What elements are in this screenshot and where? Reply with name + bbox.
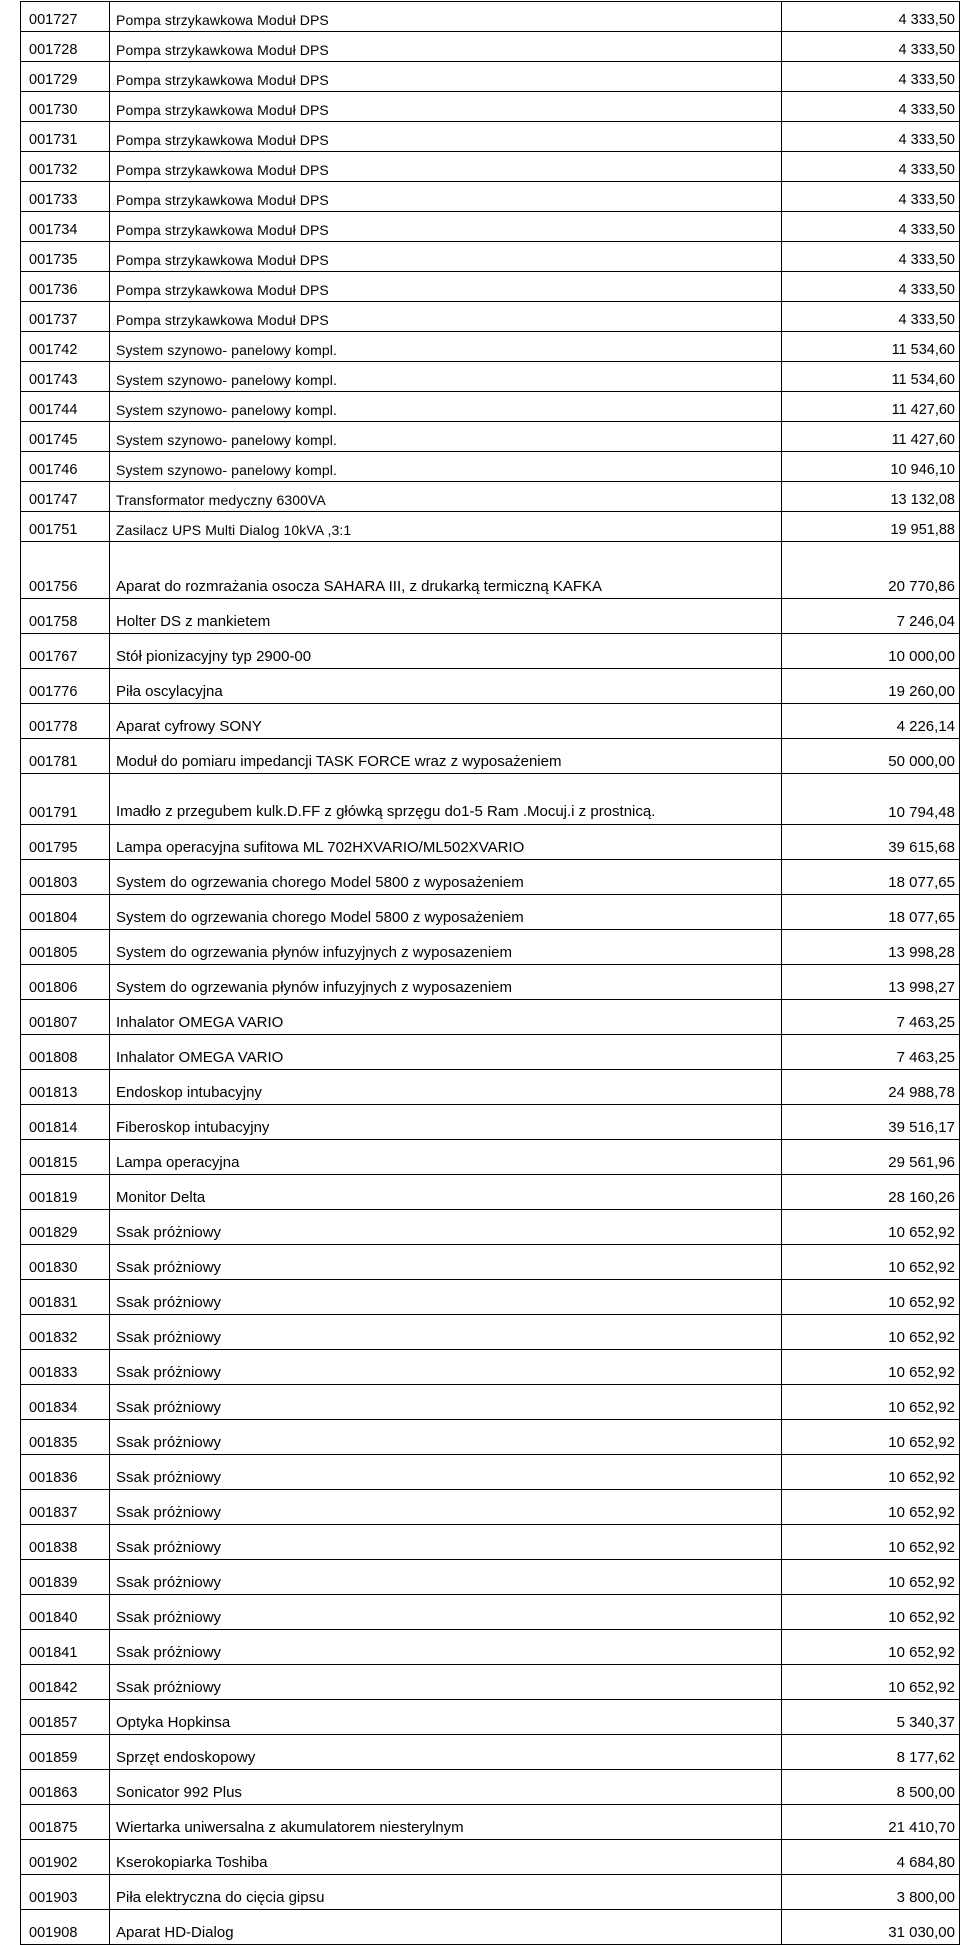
- item-name-cell: Piła oscylacyjna: [110, 669, 782, 704]
- inventory-number-cell: 001742: [21, 332, 110, 362]
- item-name-cell: Monitor Delta: [110, 1175, 782, 1210]
- table-row: [21, 152, 960, 182]
- item-name-cell: Ssak próżniowy: [110, 1560, 782, 1595]
- inventory-number-cell: 001778: [21, 704, 110, 739]
- item-value-cell: 4 333,50: [782, 92, 960, 122]
- table-row: [21, 739, 960, 774]
- table-row: [21, 1595, 960, 1630]
- inventory-number-cell: 001729: [21, 62, 110, 92]
- item-value-cell: 39 615,68: [782, 825, 960, 860]
- item-name-cell: Sonicator 992 Plus: [110, 1770, 782, 1805]
- item-value-cell: 4 333,50: [782, 32, 960, 62]
- item-value-cell: 4 333,50: [782, 302, 960, 332]
- item-value-cell: 4 333,50: [782, 2, 960, 32]
- table-row: [21, 1490, 960, 1525]
- inventory-number-cell: 001728: [21, 32, 110, 62]
- inventory-number-cell: 001767: [21, 634, 110, 669]
- inventory-number-cell: 001819: [21, 1175, 110, 1210]
- inventory-number-cell: 001833: [21, 1350, 110, 1385]
- table-row: [21, 1910, 960, 1945]
- table-row: [21, 1875, 960, 1910]
- inventory-number-cell: 001835: [21, 1420, 110, 1455]
- item-value-cell: 11 534,60: [782, 332, 960, 362]
- table-row: [21, 1455, 960, 1490]
- table-row: [21, 1735, 960, 1770]
- inventory-number-cell: 001815: [21, 1140, 110, 1175]
- inventory-number-cell: 001756: [21, 542, 110, 599]
- inventory-number-cell: 001863: [21, 1770, 110, 1805]
- item-name-cell: Pompa strzykawkowa Moduł DPS: [110, 182, 782, 212]
- inventory-number-cell: 001795: [21, 825, 110, 860]
- table-row: [21, 1035, 960, 1070]
- item-value-cell: 10 652,92: [782, 1350, 960, 1385]
- item-value-cell: 18 077,65: [782, 860, 960, 895]
- table-row: [21, 392, 960, 422]
- table-row: [21, 1280, 960, 1315]
- item-value-cell: 13 998,27: [782, 965, 960, 1000]
- table-row: [21, 122, 960, 152]
- inventory-number-cell: 001902: [21, 1840, 110, 1875]
- item-name-cell: Wiertarka uniwersalna z akumulatorem niesterylnym: [110, 1805, 782, 1840]
- item-name-cell: Ssak próżniowy: [110, 1455, 782, 1490]
- inventory-number-cell: 001744: [21, 392, 110, 422]
- item-name-cell: System szynowo- panelowy kompl.: [110, 422, 782, 452]
- item-name-cell: Lampa operacyjna: [110, 1140, 782, 1175]
- inventory-number-cell: 001808: [21, 1035, 110, 1070]
- table-row: [21, 92, 960, 122]
- inventory-number-cell: 001746: [21, 452, 110, 482]
- inventory-number-cell: 001903: [21, 1875, 110, 1910]
- inventory-number-cell: 001804: [21, 895, 110, 930]
- inventory-number-cell: 001727: [21, 2, 110, 32]
- item-name-cell: Ssak próżniowy: [110, 1245, 782, 1280]
- item-value-cell: 10 652,92: [782, 1315, 960, 1350]
- item-value-cell: 21 410,70: [782, 1805, 960, 1840]
- item-value-cell: 4 333,50: [782, 212, 960, 242]
- item-value-cell: 11 427,60: [782, 422, 960, 452]
- item-value-cell: 4 333,50: [782, 122, 960, 152]
- inventory-number-cell: 001813: [21, 1070, 110, 1105]
- inventory-number-cell: 001837: [21, 1490, 110, 1525]
- inventory-number-cell: 001836: [21, 1455, 110, 1490]
- item-name-cell: Pompa strzykawkowa Moduł DPS: [110, 2, 782, 32]
- item-value-cell: 10 946,10: [782, 452, 960, 482]
- item-value-cell: 10 652,92: [782, 1490, 960, 1525]
- inventory-number-cell: 001829: [21, 1210, 110, 1245]
- inventory-number-cell: 001875: [21, 1805, 110, 1840]
- item-name-cell: Aparat do rozmrażania osocza SAHARA III, z drukarką termiczną KAFKA: [110, 542, 782, 599]
- table-row: [21, 1840, 960, 1875]
- item-value-cell: 10 652,92: [782, 1245, 960, 1280]
- item-value-cell: 7 463,25: [782, 1000, 960, 1035]
- inventory-number-cell: 001857: [21, 1700, 110, 1735]
- item-value-cell: 50 000,00: [782, 739, 960, 774]
- item-name-cell: Pompa strzykawkowa Moduł DPS: [110, 212, 782, 242]
- table-row: [21, 1805, 960, 1840]
- item-value-cell: 13 998,28: [782, 930, 960, 965]
- inventory-number-cell: 001805: [21, 930, 110, 965]
- item-name-cell: Ssak próżniowy: [110, 1210, 782, 1245]
- item-name-cell: Ssak próżniowy: [110, 1385, 782, 1420]
- table-row: [21, 512, 960, 542]
- inventory-number-cell: 001830: [21, 1245, 110, 1280]
- inventory-number-cell: 001751: [21, 512, 110, 542]
- inventory-number-cell: 001731: [21, 122, 110, 152]
- table-row: [21, 1665, 960, 1700]
- table-row: [21, 825, 960, 860]
- table-row: [21, 1175, 960, 1210]
- table-row: [21, 1315, 960, 1350]
- inventory-number-cell: 001806: [21, 965, 110, 1000]
- item-name-cell: Holter DS z mankietem: [110, 599, 782, 634]
- item-name-cell: Aparat cyfrowy SONY: [110, 704, 782, 739]
- item-name-cell: Ssak próżniowy: [110, 1315, 782, 1350]
- table-row: [21, 1245, 960, 1280]
- table-row: [21, 302, 960, 332]
- inventory-number-cell: 001834: [21, 1385, 110, 1420]
- item-value-cell: 10 652,92: [782, 1385, 960, 1420]
- item-value-cell: 4 333,50: [782, 242, 960, 272]
- inventory-number-cell: 001732: [21, 152, 110, 182]
- inventory-number-cell: 001840: [21, 1595, 110, 1630]
- item-value-cell: 31 030,00: [782, 1910, 960, 1945]
- inventory-number-cell: 001736: [21, 272, 110, 302]
- item-value-cell: 10 652,92: [782, 1525, 960, 1560]
- item-value-cell: 11 534,60: [782, 362, 960, 392]
- inventory-number-cell: 001859: [21, 1735, 110, 1770]
- inventory-number-cell: 001745: [21, 422, 110, 452]
- inventory-number-cell: 001733: [21, 182, 110, 212]
- item-value-cell: 8 177,62: [782, 1735, 960, 1770]
- item-name-cell: Sprzęt endoskopowy: [110, 1735, 782, 1770]
- item-name-cell: Endoskop intubacyjny: [110, 1070, 782, 1105]
- table-row: [21, 930, 960, 965]
- table-row: [21, 1000, 960, 1035]
- item-value-cell: 10 652,92: [782, 1560, 960, 1595]
- inventory-number-cell: 001776: [21, 669, 110, 704]
- item-name-cell: Ssak próżniowy: [110, 1350, 782, 1385]
- item-name-cell: Pompa strzykawkowa Moduł DPS: [110, 122, 782, 152]
- item-name-cell: Pompa strzykawkowa Moduł DPS: [110, 152, 782, 182]
- item-name-cell: Lampa operacyjna sufitowa ML 702HXVARIO/ML502XVARIO: [110, 825, 782, 860]
- table-row: [21, 634, 960, 669]
- item-name-cell: Pompa strzykawkowa Moduł DPS: [110, 62, 782, 92]
- item-name-cell: System do ogrzewania płynów infuzyjnych z wyposazeniem: [110, 965, 782, 1000]
- item-name-cell: Inhalator OMEGA VARIO: [110, 1000, 782, 1035]
- inventory-number-cell: 001807: [21, 1000, 110, 1035]
- item-name-cell: System szynowo- panelowy kompl.: [110, 452, 782, 482]
- item-value-cell: 10 652,92: [782, 1210, 960, 1245]
- item-value-cell: 4 226,14: [782, 704, 960, 739]
- table-row: [21, 774, 960, 825]
- table-row: [21, 1420, 960, 1455]
- inventory-number-cell: 001781: [21, 739, 110, 774]
- item-name-cell: Pompa strzykawkowa Moduł DPS: [110, 92, 782, 122]
- table-row: [21, 212, 960, 242]
- item-value-cell: 10 000,00: [782, 634, 960, 669]
- item-value-cell: 4 333,50: [782, 272, 960, 302]
- table-row: [21, 62, 960, 92]
- item-name-cell: System szynowo- panelowy kompl.: [110, 362, 782, 392]
- item-value-cell: 5 340,37: [782, 1700, 960, 1735]
- inventory-number-cell: 001743: [21, 362, 110, 392]
- table-row: [21, 1560, 960, 1595]
- table-row: [21, 542, 960, 599]
- inventory-number-cell: 001747: [21, 482, 110, 512]
- inventory-number-cell: 001737: [21, 302, 110, 332]
- item-value-cell: 4 333,50: [782, 182, 960, 212]
- table-row: [21, 1770, 960, 1805]
- table-row: [21, 1385, 960, 1420]
- table-row: [21, 895, 960, 930]
- table-row: [21, 1630, 960, 1665]
- table-row: [21, 32, 960, 62]
- item-value-cell: 18 077,65: [782, 895, 960, 930]
- inventory-number-cell: 001839: [21, 1560, 110, 1595]
- item-value-cell: 4 333,50: [782, 152, 960, 182]
- table-row: [21, 422, 960, 452]
- item-name-cell: Optyka Hopkinsa: [110, 1700, 782, 1735]
- inventory-number-cell: 001758: [21, 599, 110, 634]
- item-name-cell: Fiberoskop intubacyjny: [110, 1105, 782, 1140]
- item-value-cell: 10 652,92: [782, 1630, 960, 1665]
- item-name-cell: Ssak próżniowy: [110, 1665, 782, 1700]
- table-row: [21, 1070, 960, 1105]
- item-value-cell: 11 427,60: [782, 392, 960, 422]
- item-name-cell: Ssak próżniowy: [110, 1420, 782, 1455]
- item-value-cell: 24 988,78: [782, 1070, 960, 1105]
- inventory-table: [20, 1, 960, 1945]
- table-row: [21, 1210, 960, 1245]
- inventory-number-cell: 001803: [21, 860, 110, 895]
- item-name-cell: Inhalator OMEGA VARIO: [110, 1035, 782, 1070]
- table-row: [21, 362, 960, 392]
- inventory-number-cell: 001735: [21, 242, 110, 272]
- table-row: [21, 1140, 960, 1175]
- inventory-number-cell: 001734: [21, 212, 110, 242]
- item-value-cell: 19 260,00: [782, 669, 960, 704]
- item-value-cell: 4 333,50: [782, 62, 960, 92]
- item-name-cell: Ssak próżniowy: [110, 1630, 782, 1665]
- item-value-cell: 20 770,86: [782, 542, 960, 599]
- item-name-cell: System do ogrzewania chorego Model 5800 z wyposażeniem: [110, 860, 782, 895]
- item-value-cell: 7 246,04: [782, 599, 960, 634]
- table-row: [21, 704, 960, 739]
- item-name-cell: Pompa strzykawkowa Moduł DPS: [110, 32, 782, 62]
- item-value-cell: 28 160,26: [782, 1175, 960, 1210]
- inventory-table-body: [21, 2, 960, 1945]
- table-row: [21, 860, 960, 895]
- item-name-cell: Ssak próżniowy: [110, 1525, 782, 1560]
- table-row: [21, 272, 960, 302]
- item-name-cell: Kserokopiarka Toshiba: [110, 1840, 782, 1875]
- item-name-cell: System do ogrzewania płynów infuzyjnych z wyposazeniem: [110, 930, 782, 965]
- item-value-cell: 19 951,88: [782, 512, 960, 542]
- item-value-cell: 13 132,08: [782, 482, 960, 512]
- item-name-cell: Transformator medyczny 6300VA: [110, 482, 782, 512]
- table-row: [21, 452, 960, 482]
- table-row: [21, 669, 960, 704]
- table-row: [21, 482, 960, 512]
- inventory-number-cell: 001841: [21, 1630, 110, 1665]
- item-name-cell: System szynowo- panelowy kompl.: [110, 332, 782, 362]
- table-row: [21, 599, 960, 634]
- item-value-cell: 10 652,92: [782, 1595, 960, 1630]
- item-name-cell: Pompa strzykawkowa Moduł DPS: [110, 272, 782, 302]
- item-name-cell: Ssak próżniowy: [110, 1280, 782, 1315]
- item-value-cell: 4 684,80: [782, 1840, 960, 1875]
- table-row: [21, 1700, 960, 1735]
- item-name-cell: Moduł do pomiaru impedancji TASK FORCE wraz z wyposażeniem: [110, 739, 782, 774]
- item-value-cell: 10 652,92: [782, 1280, 960, 1315]
- table-row: [21, 242, 960, 272]
- table-row: [21, 1105, 960, 1140]
- inventory-number-cell: 001842: [21, 1665, 110, 1700]
- item-value-cell: 10 652,92: [782, 1420, 960, 1455]
- item-value-cell: 29 561,96: [782, 1140, 960, 1175]
- table-row: [21, 965, 960, 1000]
- table-row: [21, 332, 960, 362]
- item-name-cell: System do ogrzewania chorego Model 5800 z wyposażeniem: [110, 895, 782, 930]
- item-name-cell: Piła elektryczna do cięcia gipsu: [110, 1875, 782, 1910]
- table-row: [21, 182, 960, 212]
- table-row: [21, 1350, 960, 1385]
- item-name-cell: Ssak próżniowy: [110, 1490, 782, 1525]
- item-name-cell: Pompa strzykawkowa Moduł DPS: [110, 302, 782, 332]
- item-value-cell: 8 500,00: [782, 1770, 960, 1805]
- table-row: [21, 1525, 960, 1560]
- item-name-cell: Imadło z przegubem kulk.D.FF z główką sprzęgu do1-5 Ram .Mocuj.i z prostnicą.: [110, 774, 782, 825]
- inventory-number-cell: 001814: [21, 1105, 110, 1140]
- item-value-cell: 7 463,25: [782, 1035, 960, 1070]
- item-value-cell: 10 794,48: [782, 774, 960, 825]
- item-value-cell: 10 652,92: [782, 1665, 960, 1700]
- item-value-cell: 39 516,17: [782, 1105, 960, 1140]
- item-value-cell: 10 652,92: [782, 1455, 960, 1490]
- inventory-number-cell: 001791: [21, 774, 110, 825]
- item-name-cell: Ssak próżniowy: [110, 1595, 782, 1630]
- item-name-cell: Stół pionizacyjny typ 2900-00: [110, 634, 782, 669]
- item-value-cell: 3 800,00: [782, 1875, 960, 1910]
- inventory-number-cell: 001730: [21, 92, 110, 122]
- inventory-number-cell: 001838: [21, 1525, 110, 1560]
- inventory-number-cell: 001831: [21, 1280, 110, 1315]
- item-name-cell: Aparat HD-Dialog: [110, 1910, 782, 1945]
- item-name-cell: Pompa strzykawkowa Moduł DPS: [110, 242, 782, 272]
- inventory-number-cell: 001832: [21, 1315, 110, 1350]
- item-name-cell: Zasilacz UPS Multi Dialog 10kVA ,3:1: [110, 512, 782, 542]
- item-name-cell: System szynowo- panelowy kompl.: [110, 392, 782, 422]
- inventory-number-cell: 001908: [21, 1910, 110, 1945]
- table-row: [21, 2, 960, 32]
